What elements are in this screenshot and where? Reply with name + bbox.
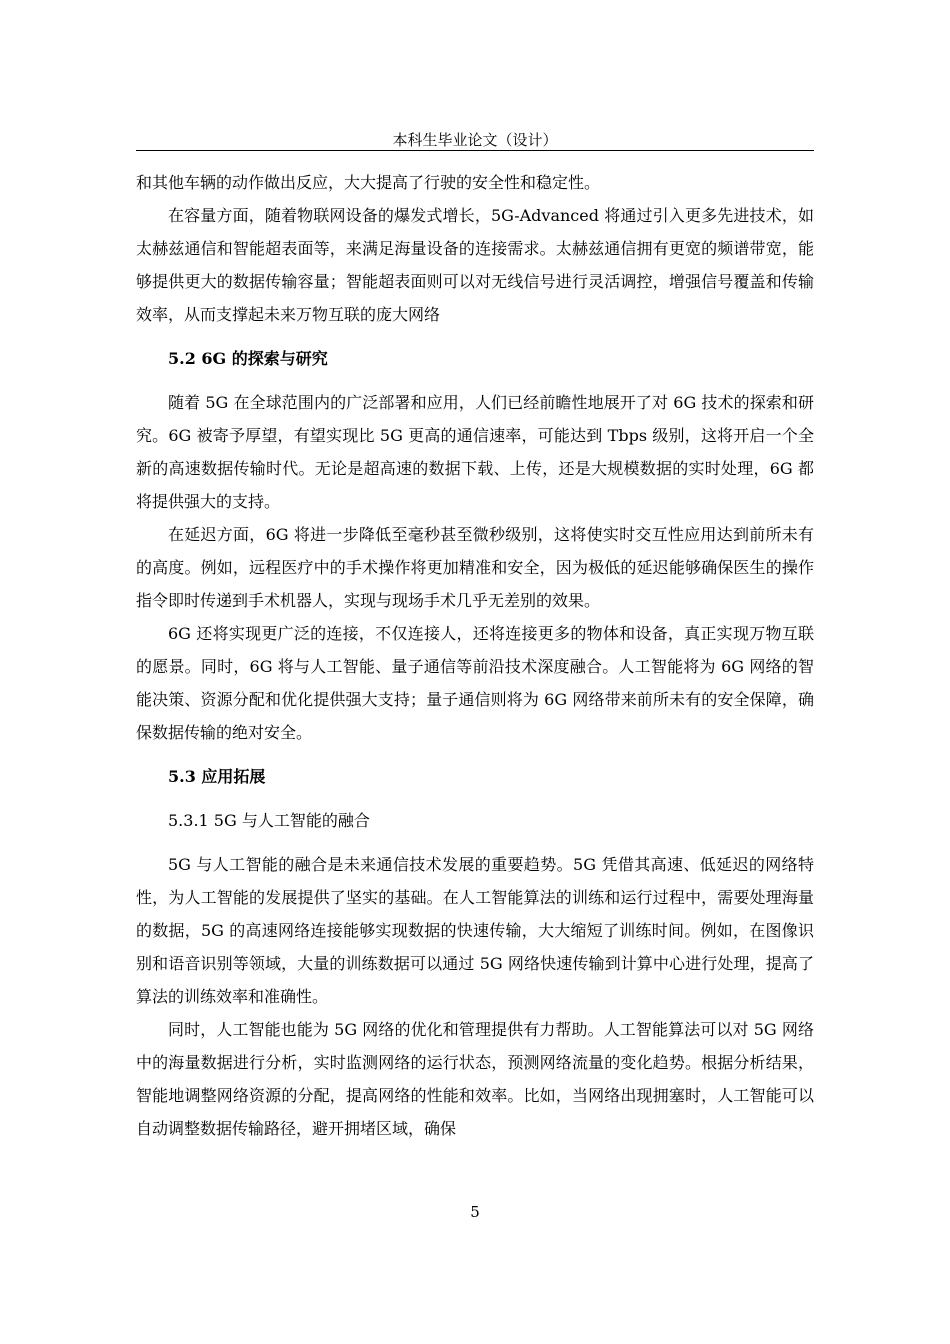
paragraph-ai-2: 同时，人工智能也能为 5G 网络的优化和管理提供有力帮助。人工智能算法可以对 5G 网络中的海量数据进行分析，实时监测网络的运行状态，预测网络流量的变化趋势。根据分析结果，智能地调整网络资源的分配，提高网络的性能和效率。比如，当网络出现拥塞时，人工智能可以自动调整数据传输路径，避开拥堵区域，确保 — [136, 1020, 814, 1138]
paragraph-6g-connect: 6G 还将实现更广泛的连接，不仅连接人，还将连接更多的物体和设备，真正实现万物互联的愿景。同时，6G 将与人工智能、量子通信等前沿技术深度融合。人工智能将为 6G 网络的智能决策、资源分配和优化提供强大支持；量子通信则将为 6G 网络带来前所未有的安全保障，确保数据传输的绝对安全。 — [136, 624, 814, 742]
subsection-heading-5-3-1: 5.3.1 5G 与人工智能的融合 — [168, 811, 370, 830]
page-number: 5 — [470, 1203, 480, 1221]
page-header-title: 本科生毕业论文（设计） — [392, 131, 558, 149]
paragraph-ai-1: 5G 与人工智能的融合是未来通信技术发展的重要趋势。5G 凭借其高速、低延迟的网络特性，为人工智能的发展提供了坚实的基础。在人工智能算法的训练和运行过程中，需要处理海量的数据，5G 的高速网络连接能够实现数据的快速传输，大大缩短了训练时间。例如，在图像识别和语音识别等领域，大量的训练数据可以通过 5G 网络快速传输到计算中心进行处理，提高了算法的训练效率和准确性。 — [136, 855, 814, 1006]
paragraph-capacity: 在容量方面，随着物联网设备的爆发式增长，5G-Advanced 将通过引入更多先进技术，如太赫兹通信和智能超表面等，来满足海量设备的连接需求。太赫兹通信拥有更宽的频谱带宽，能够提供更大的数据传输容量；智能超表面则可以对无线信号进行灵活调控，增强信号覆盖和传输效率，从而支撑起未来万物互联的庞大网络 — [136, 206, 814, 324]
paragraph-continued: 和其他车辆的动作做出反应，大大提高了行驶的安全性和稳定性。 — [136, 173, 601, 192]
document-body — [136, 166, 814, 1145]
header-rule — [136, 150, 814, 151]
section-heading-5-3: 5.3 应用拓展 — [168, 767, 266, 786]
paragraph-6g-latency: 在延迟方面，6G 将进一步降低至毫秒甚至微秒级别，这将使实时交互性应用达到前所未有的高度。例如，远程医疗中的手术操作将更加精准和安全，因为极低的延迟能够确保医生的操作指令即时传递到手术机器人，实现与现场手术几乎无差别的效果。 — [136, 525, 814, 610]
paragraph-6g-intro: 随着 5G 在全球范围内的广泛部署和应用，人们已经前瞻性地展开了对 6G 技术的探索和研究。6G 被寄予厚望，有望实现比 5G 更高的通信速率，可能达到 Tbps 级别，这将开启一个全新的高速数据传输时代。无论是超高速的数据下载、上传，还是大规模数据的实时处理，6G 都将提供强大的支持。 — [136, 393, 814, 511]
section-heading-5-2: 5.2 6G 的探索与研究 — [168, 349, 328, 368]
